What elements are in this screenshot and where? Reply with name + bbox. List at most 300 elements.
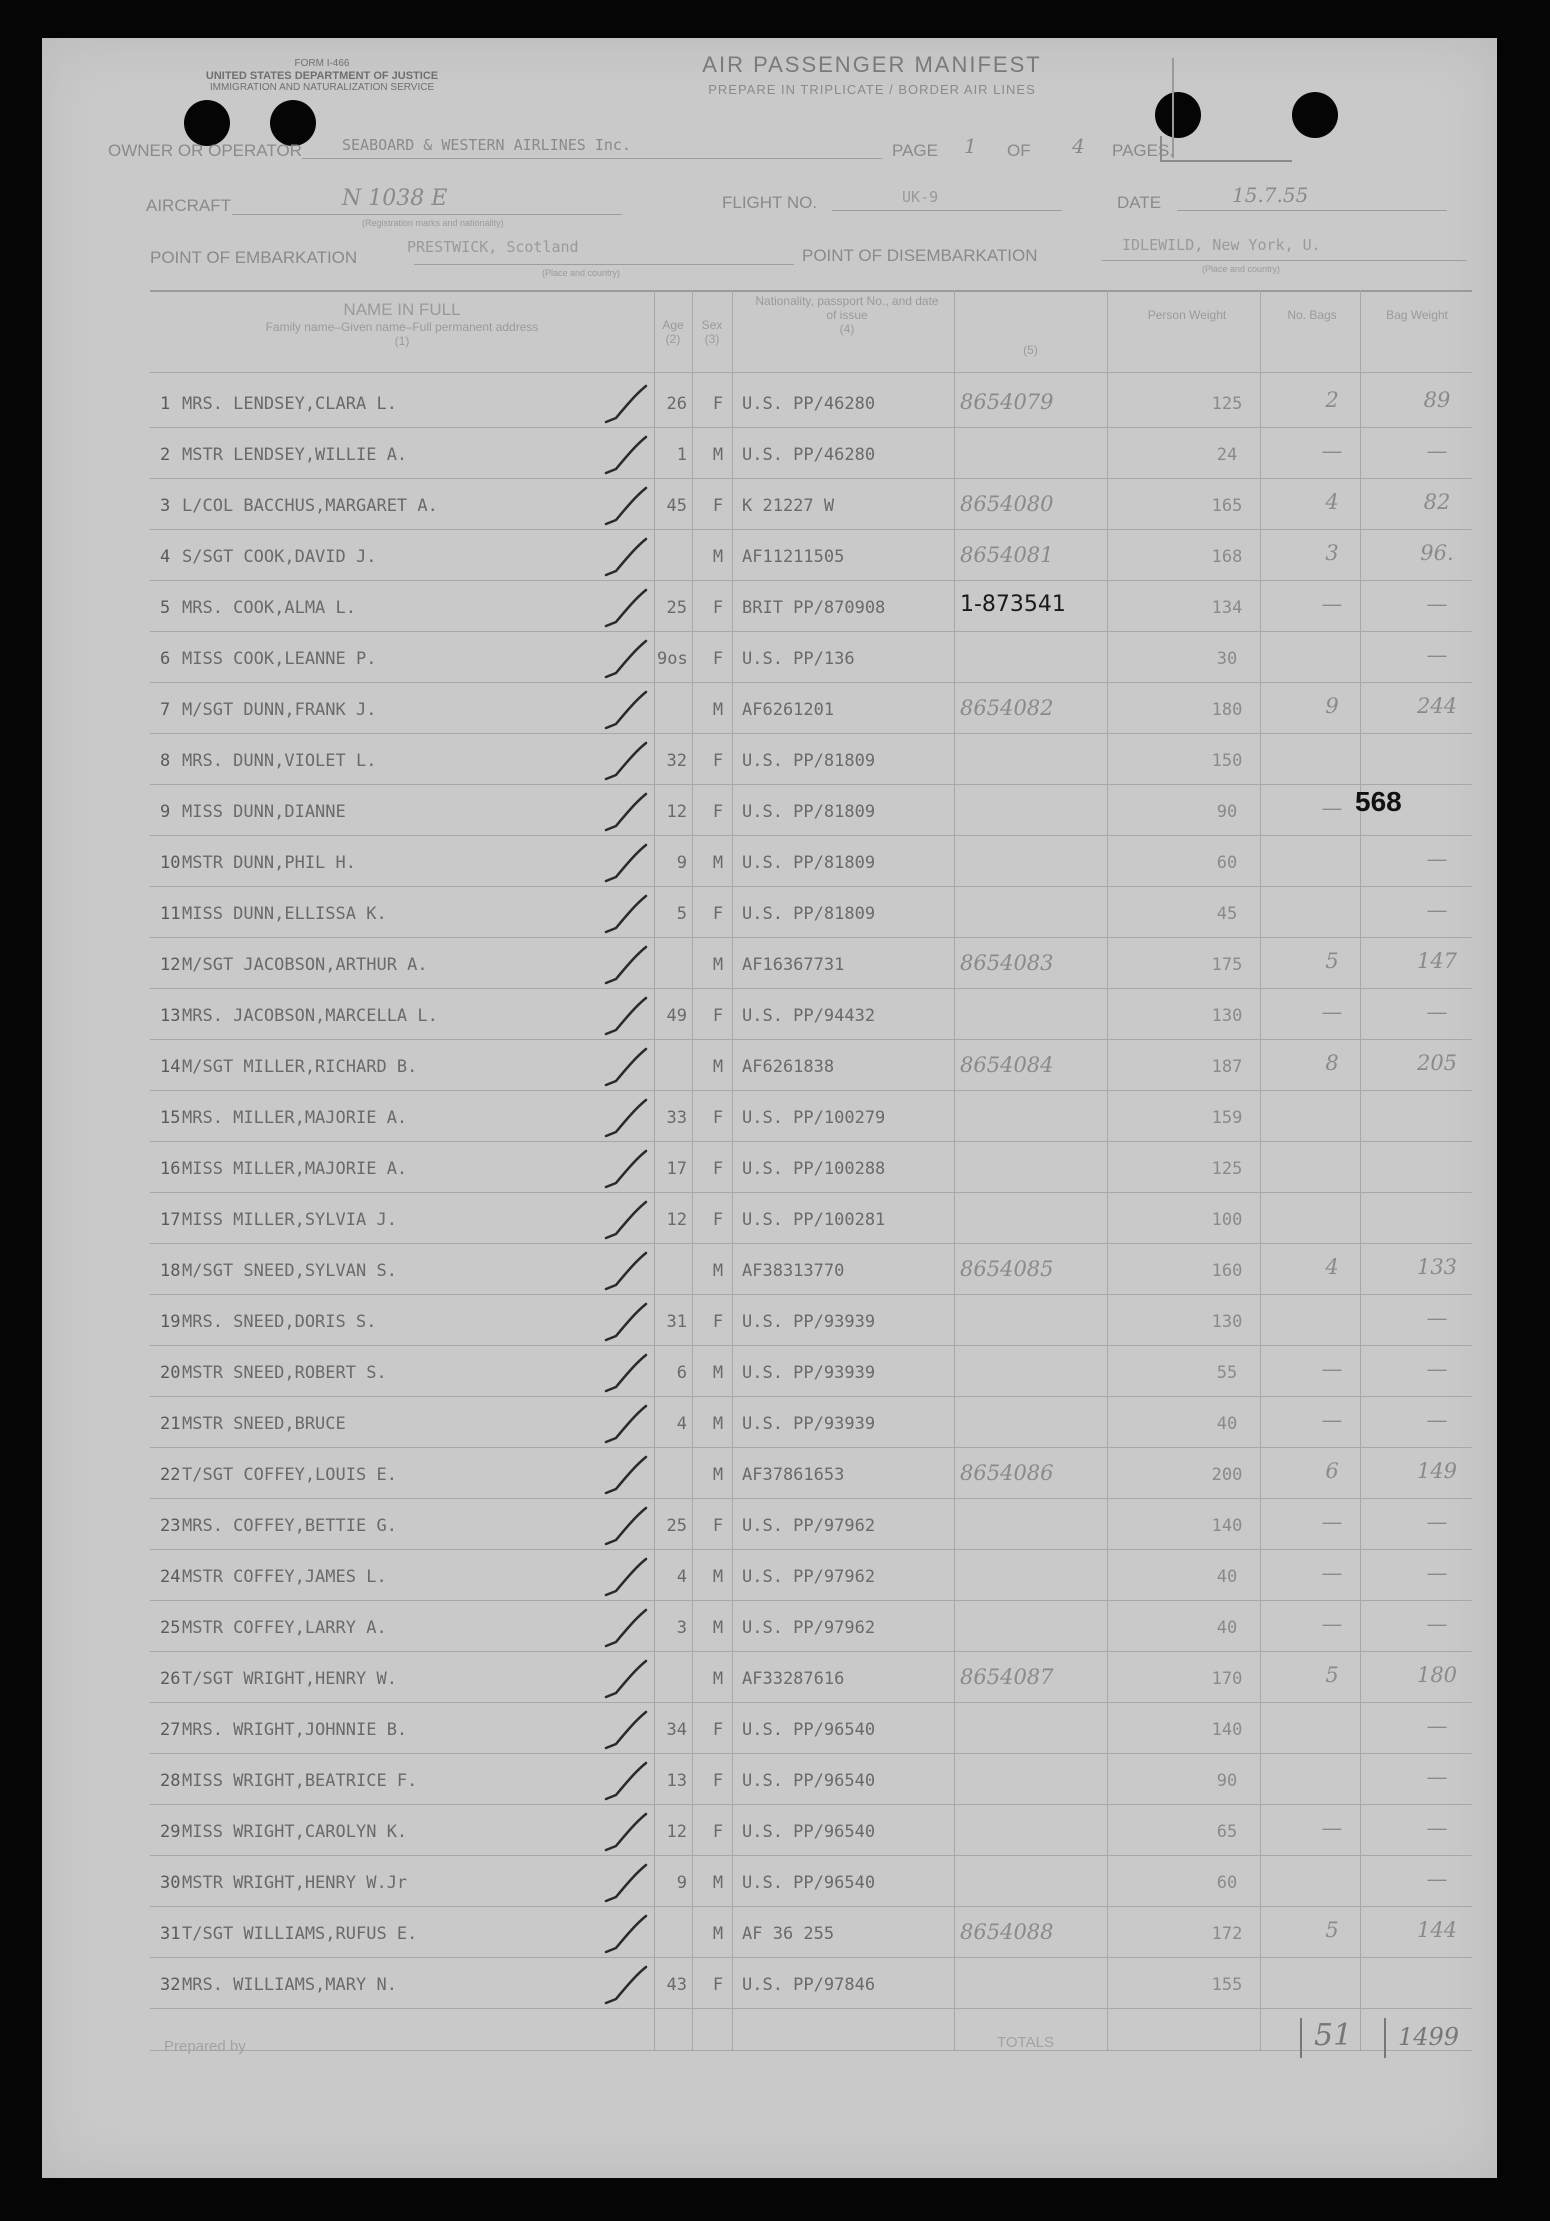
passenger-name: MISS MILLER,SYLVIA J. xyxy=(182,1210,397,1230)
person-weight: 40 xyxy=(1216,1414,1238,1434)
check-mark-icon xyxy=(602,1606,652,1650)
passenger-passport: U.S. PP/96540 xyxy=(742,1771,876,1791)
check-mark-icon xyxy=(602,1861,652,1905)
person-weight: 150 xyxy=(1211,751,1243,771)
check-mark-icon xyxy=(602,1963,652,2007)
col-header-sex: Sex (3) xyxy=(701,318,723,346)
aircraft-value: N 1038 E xyxy=(342,186,448,211)
bag-weight: — xyxy=(1426,1714,1448,1738)
department-name: UNITED STATES DEPARTMENT OF JUSTICE xyxy=(205,70,439,82)
check-mark-icon xyxy=(602,1351,652,1395)
bag-weight: 96. xyxy=(1420,541,1454,565)
passenger-passport: AF11211505 xyxy=(742,547,845,567)
passenger-age: 4 xyxy=(676,1414,687,1434)
person-weight: 140 xyxy=(1211,1516,1243,1536)
bag-weight: — xyxy=(1426,1612,1448,1636)
person-weight: 187 xyxy=(1211,1057,1243,1077)
row-underline xyxy=(150,1141,1472,1142)
passenger-age: 9os xyxy=(657,649,688,669)
person-weight: 65 xyxy=(1216,1822,1238,1842)
passenger-age: 34 xyxy=(666,1720,687,1740)
passenger-passport: U.S. PP/97962 xyxy=(742,1567,876,1587)
passenger-name: M/SGT JACOBSON,ARTHUR A. xyxy=(182,955,428,975)
person-weight: 130 xyxy=(1211,1006,1243,1026)
bag-count: — xyxy=(1321,439,1343,463)
bag-weight: — xyxy=(1426,1000,1448,1024)
check-mark-icon xyxy=(602,1657,652,1701)
bag-count: — xyxy=(1321,592,1343,616)
row-underline xyxy=(150,631,1472,632)
check-mark-icon xyxy=(602,382,652,426)
passenger-sex: M xyxy=(712,1057,724,1077)
bag-count: 6 xyxy=(1325,1459,1339,1483)
ticket-number: 8654084 xyxy=(960,1053,1054,1077)
ticket-number: 8654087 xyxy=(960,1665,1054,1689)
disembark-label: POINT OF DISEMBARKATION xyxy=(802,246,1038,265)
check-mark-icon xyxy=(602,433,652,477)
row-underline xyxy=(150,2008,1472,2009)
bag-weight: 205 xyxy=(1416,1051,1458,1075)
passenger-age: 9 xyxy=(676,1873,687,1893)
person-weight: 125 xyxy=(1211,394,1243,414)
passenger-passport: U.S. PP/100279 xyxy=(742,1108,886,1128)
passenger-passport: U.S. PP/81809 xyxy=(742,751,876,771)
punch-hole xyxy=(1155,92,1201,138)
row-number: 5 xyxy=(160,598,171,618)
passenger-name: M/SGT DUNN,FRANK J. xyxy=(182,700,377,720)
person-weight: 60 xyxy=(1216,1873,1238,1893)
col-header-bag-weight: Bag Weight xyxy=(1386,308,1448,322)
table-row xyxy=(42,1908,1497,1958)
bag-weight: 147 xyxy=(1416,949,1458,973)
passenger-sex: F xyxy=(712,649,724,669)
bag-weight: — xyxy=(1426,1510,1448,1534)
row-number: 25 xyxy=(160,1618,181,1638)
form-title: AIR PASSENGER MANIFEST xyxy=(702,52,1042,77)
page-box xyxy=(1160,136,1292,162)
row-number: 2 xyxy=(160,445,171,465)
row-number: 11 xyxy=(160,904,181,924)
passenger-age: 25 xyxy=(666,598,687,618)
person-weight: 165 xyxy=(1211,496,1243,516)
row-underline xyxy=(150,1651,1472,1652)
row-underline xyxy=(150,1804,1472,1805)
passenger-passport: AF33287616 xyxy=(742,1669,845,1689)
embark-value: PRESTWICK, Scotland xyxy=(407,238,579,256)
person-weight: 160 xyxy=(1211,1261,1243,1281)
person-weight: 175 xyxy=(1211,955,1243,975)
table-row xyxy=(42,990,1497,1040)
row-underline xyxy=(150,529,1472,530)
row-number: 24 xyxy=(160,1567,181,1587)
row-underline xyxy=(150,733,1472,734)
passenger-passport: U.S. PP/81809 xyxy=(742,904,876,924)
of-label: OF xyxy=(1007,141,1031,160)
bag-count: 9 xyxy=(1325,694,1339,718)
table-row xyxy=(42,1194,1497,1244)
row-number: 18 xyxy=(160,1261,181,1281)
disembark-sub: (Place and country) xyxy=(1202,264,1281,274)
passenger-name: MSTR DUNN,PHIL H. xyxy=(182,853,356,873)
row-underline xyxy=(150,937,1472,938)
person-weight: 125 xyxy=(1211,1159,1243,1179)
passenger-passport: AF16367731 xyxy=(742,955,845,975)
row-underline xyxy=(150,1906,1472,1907)
bag-count: 2 xyxy=(1325,388,1339,412)
bag-weight: — xyxy=(1426,1357,1448,1381)
passenger-name: MISS WRIGHT,BEATRICE F. xyxy=(182,1771,418,1791)
person-weight: 200 xyxy=(1211,1465,1243,1485)
passenger-name: MRS. COFFEY,BETTIE G. xyxy=(182,1516,397,1536)
passenger-passport: U.S. PP/96540 xyxy=(742,1873,876,1893)
passenger-sex: F xyxy=(712,1006,724,1026)
page-value: 1 xyxy=(964,134,977,158)
passenger-name: MISS MILLER,MAJORIE A. xyxy=(182,1159,408,1179)
person-weight: 30 xyxy=(1216,649,1238,669)
passenger-passport: AF 36 255 xyxy=(742,1924,835,1944)
disembark-underline xyxy=(1102,260,1467,261)
passenger-passport: U.S. PP/94432 xyxy=(742,1006,876,1026)
passenger-sex: F xyxy=(712,598,724,618)
passenger-age: 32 xyxy=(666,751,687,771)
person-weight: 170 xyxy=(1211,1669,1243,1689)
row-number: 13 xyxy=(160,1006,181,1026)
ticket-number: 8654082 xyxy=(960,696,1054,720)
passenger-name: M/SGT SNEED,SYLVAN S. xyxy=(182,1261,397,1281)
flight-label: FLIGHT NO. xyxy=(722,193,818,212)
person-weight: 159 xyxy=(1211,1108,1243,1128)
row-number: 32 xyxy=(160,1975,181,1995)
check-mark-icon xyxy=(602,1147,652,1191)
table-row xyxy=(42,1959,1497,2009)
header-bottom-border xyxy=(150,372,1472,373)
passenger-passport: U.S. PP/93939 xyxy=(742,1312,876,1332)
punch-hole xyxy=(1292,92,1338,138)
col-header-nationality: Nationality, passport No., and date of issue (4) xyxy=(755,294,939,336)
check-mark-icon xyxy=(602,484,652,528)
row-number: 1 xyxy=(160,394,171,414)
passenger-passport: BRIT PP/870908 xyxy=(742,598,886,618)
person-weight: 180 xyxy=(1211,700,1243,720)
table-row xyxy=(42,378,1497,428)
ticket-number: 8654079 xyxy=(960,390,1054,414)
passenger-name: MSTR WRIGHT,HENRY W.Jr xyxy=(182,1873,408,1893)
passenger-sex: M xyxy=(712,1465,724,1485)
check-mark-icon xyxy=(602,1708,652,1752)
table-row xyxy=(42,1857,1497,1907)
table-row xyxy=(42,1092,1497,1142)
passenger-passport: U.S. PP/97962 xyxy=(742,1618,876,1638)
row-number: 6 xyxy=(160,649,171,669)
table-row xyxy=(42,735,1497,785)
table-row xyxy=(42,1755,1497,1805)
row-number: 4 xyxy=(160,547,171,567)
aircraft-underline xyxy=(232,214,622,215)
check-mark-icon xyxy=(602,1198,652,1242)
table-top-border xyxy=(150,290,1472,292)
table-row xyxy=(42,1806,1497,1856)
passenger-sex: M xyxy=(712,1924,724,1944)
passenger-sex: F xyxy=(712,1771,724,1791)
passenger-name: S/SGT COOK,DAVID J. xyxy=(182,547,377,567)
person-weight: 55 xyxy=(1216,1363,1238,1383)
passenger-sex: F xyxy=(712,1159,724,1179)
person-weight: 60 xyxy=(1216,853,1238,873)
passenger-passport: U.S. PP/93939 xyxy=(742,1363,876,1383)
table-row xyxy=(42,480,1497,530)
row-underline xyxy=(150,988,1472,989)
passenger-sex: M xyxy=(712,1414,724,1434)
row-underline xyxy=(150,1447,1472,1448)
bag-count: — xyxy=(1321,1561,1343,1585)
passenger-name: MSTR COFFEY,LARRY A. xyxy=(182,1618,387,1638)
row-underline xyxy=(150,1090,1472,1091)
passenger-passport: U.S. PP/46280 xyxy=(742,445,876,465)
row-underline xyxy=(150,886,1472,887)
table-row xyxy=(42,1296,1497,1346)
owner-value: SEABOARD & WESTERN AIRLINES Inc. xyxy=(342,136,631,154)
table-row xyxy=(42,1551,1497,1601)
passenger-sex: F xyxy=(712,1822,724,1842)
passenger-age: 5 xyxy=(676,904,687,924)
row-number: 7 xyxy=(160,700,171,720)
row-underline xyxy=(150,1345,1472,1346)
row-underline xyxy=(150,1957,1472,1958)
passenger-passport: U.S. PP/81809 xyxy=(742,802,876,822)
person-weight: 140 xyxy=(1211,1720,1243,1740)
passenger-name: MRS. DUNN,VIOLET L. xyxy=(182,751,377,771)
passenger-name: MISS DUNN,ELLISSA K. xyxy=(182,904,387,924)
check-mark-icon xyxy=(602,535,652,579)
row-number: 19 xyxy=(160,1312,181,1332)
row-number: 23 xyxy=(160,1516,181,1536)
of-value: 4 xyxy=(1072,134,1085,158)
check-mark-icon xyxy=(602,1300,652,1344)
passenger-sex: F xyxy=(712,1975,724,1995)
table-row xyxy=(42,1041,1497,1091)
row-underline xyxy=(150,1396,1472,1397)
col-header-age: Age (2) xyxy=(662,318,684,346)
date-value: 15.7.55 xyxy=(1232,183,1309,207)
bag-weight: 244 xyxy=(1416,694,1458,718)
check-mark-icon xyxy=(602,1810,652,1854)
row-underline xyxy=(150,1549,1472,1550)
check-mark-icon xyxy=(602,739,652,783)
check-mark-icon xyxy=(602,790,652,834)
passenger-passport: AF6261838 xyxy=(742,1057,835,1077)
passenger-name: MRS. WRIGHT,JOHNNIE B. xyxy=(182,1720,408,1740)
person-weight: 40 xyxy=(1216,1618,1238,1638)
totals-bar xyxy=(1300,2018,1302,2058)
embark-label: POINT OF EMBARKATION xyxy=(150,248,358,267)
check-mark-icon xyxy=(602,1555,652,1599)
passenger-name: MSTR LENDSEY,WILLIE A. xyxy=(182,445,408,465)
bag-weight: — xyxy=(1426,1306,1448,1330)
row-underline xyxy=(150,1294,1472,1295)
check-mark-icon xyxy=(602,892,652,936)
row-number: 14 xyxy=(160,1057,181,1077)
passenger-passport: U.S. PP/100281 xyxy=(742,1210,886,1230)
title-block xyxy=(662,52,1082,97)
bag-count: 5 xyxy=(1325,1663,1339,1687)
passenger-name: MISS WRIGHT,CAROLYN K. xyxy=(182,1822,408,1842)
passenger-sex: F xyxy=(712,904,724,924)
bag-weight: — xyxy=(1426,439,1448,463)
row-number: 31 xyxy=(160,1924,181,1944)
passenger-passport: U.S. PP/100288 xyxy=(742,1159,886,1179)
table-row xyxy=(42,1398,1497,1448)
passenger-age: 49 xyxy=(666,1006,687,1026)
person-weight: 172 xyxy=(1211,1924,1243,1944)
check-mark-icon xyxy=(602,1249,652,1293)
check-mark-icon xyxy=(602,943,652,987)
person-weight: 45 xyxy=(1216,904,1238,924)
passenger-sex: F xyxy=(712,394,724,414)
total-bags: 51 xyxy=(1314,2018,1353,2053)
bag-weight: — xyxy=(1426,1867,1448,1891)
row-underline xyxy=(150,1600,1472,1601)
passenger-sex: M xyxy=(712,700,724,720)
passenger-age: 17 xyxy=(666,1159,687,1179)
table-row xyxy=(42,1347,1497,1397)
passenger-name: MRS. MILLER,MAJORIE A. xyxy=(182,1108,408,1128)
flight-underline xyxy=(832,210,1062,211)
table-row xyxy=(42,1653,1497,1703)
passenger-sex: M xyxy=(712,1669,724,1689)
row-number: 22 xyxy=(160,1465,181,1485)
passenger-name: MSTR COFFEY,JAMES L. xyxy=(182,1567,387,1587)
passenger-name: MSTR SNEED,ROBERT S. xyxy=(182,1363,387,1383)
check-mark-icon xyxy=(602,1402,652,1446)
passenger-age: 4 xyxy=(676,1567,687,1587)
col-header-5: (5) xyxy=(1023,343,1038,357)
bag-count: — xyxy=(1321,1000,1343,1024)
passenger-age: 43 xyxy=(666,1975,687,1995)
check-mark-icon xyxy=(602,994,652,1038)
bag-weight: 149 xyxy=(1416,1459,1458,1483)
check-mark-icon xyxy=(602,586,652,630)
passenger-name: T/SGT COFFEY,LOUIS E. xyxy=(182,1465,397,1485)
table-row xyxy=(42,837,1497,887)
bag-count: 4 xyxy=(1325,490,1339,514)
passenger-sex: F xyxy=(712,1720,724,1740)
ticket-number: 8654085 xyxy=(960,1257,1054,1281)
bag-count: — xyxy=(1321,1408,1343,1432)
total-bag-weight: 1499 xyxy=(1398,2023,1460,2051)
table-row xyxy=(42,1500,1497,1550)
date-underline xyxy=(1177,210,1447,211)
bag-weight: — xyxy=(1426,1561,1448,1585)
check-mark-icon xyxy=(602,1096,652,1140)
passenger-sex: F xyxy=(712,1516,724,1536)
row-underline xyxy=(150,784,1472,785)
passenger-age: 12 xyxy=(666,1210,687,1230)
row-underline xyxy=(150,1039,1472,1040)
col-header-person-weight: Person Weight xyxy=(1147,308,1227,322)
passenger-age: 6 xyxy=(676,1363,687,1383)
person-weight: 100 xyxy=(1211,1210,1243,1230)
person-weight: 168 xyxy=(1211,547,1243,567)
row-number: 21 xyxy=(160,1414,181,1434)
table-row xyxy=(42,633,1497,683)
passenger-sex: F xyxy=(712,751,724,771)
passenger-sex: M xyxy=(712,1618,724,1638)
passenger-age: 33 xyxy=(666,1108,687,1128)
check-mark-icon xyxy=(602,841,652,885)
passenger-sex: F xyxy=(712,802,724,822)
row-underline xyxy=(150,478,1472,479)
table-row xyxy=(42,582,1497,632)
person-weight: 155 xyxy=(1211,1975,1243,1995)
table-row xyxy=(42,1245,1497,1295)
page-label: PAGE xyxy=(892,141,938,160)
bag-weight: — xyxy=(1426,1816,1448,1840)
passenger-sex: M xyxy=(712,1567,724,1587)
table-bottom-border xyxy=(150,2050,1472,2051)
table-row xyxy=(42,888,1497,938)
table-row xyxy=(42,939,1497,989)
row-number: 8 xyxy=(160,751,171,771)
passenger-name: MISS DUNN,DIANNE xyxy=(182,802,346,822)
passenger-name: T/SGT WILLIAMS,RUFUS E. xyxy=(182,1924,418,1944)
passenger-age: 25 xyxy=(666,1516,687,1536)
row-number: 30 xyxy=(160,1873,181,1893)
service-name: IMMIGRATION AND NATURALIZATION SERVICE xyxy=(209,82,435,93)
aircraft-sub: (Registration marks and nationality) xyxy=(362,218,504,228)
row-underline xyxy=(150,1855,1472,1856)
bag-weight: 82 xyxy=(1423,490,1451,514)
ticket-number: 1-873541 xyxy=(960,592,1066,617)
table-row xyxy=(42,531,1497,581)
bag-count: 3 xyxy=(1325,541,1339,565)
row-number: 17 xyxy=(160,1210,181,1230)
ticket-number: 8654088 xyxy=(960,1920,1054,1944)
passenger-sex: M xyxy=(712,547,724,567)
passenger-passport: U.S. PP/93939 xyxy=(742,1414,876,1434)
manifest-page xyxy=(42,38,1497,2178)
check-mark-icon xyxy=(602,1912,652,1956)
person-weight: 90 xyxy=(1216,1771,1238,1791)
passenger-sex: M xyxy=(712,1873,724,1893)
passenger-sex: M xyxy=(712,1363,724,1383)
bag-weight: 133 xyxy=(1416,1255,1458,1279)
table-row xyxy=(42,786,1497,836)
passenger-age: 3 xyxy=(676,1618,687,1638)
check-mark-icon xyxy=(602,637,652,681)
ticket-number: 8654080 xyxy=(960,492,1054,516)
passenger-passport: U.S. PP/46280 xyxy=(742,394,876,414)
passenger-passport: K 21227 W xyxy=(742,496,835,516)
owner-label: OWNER OR OPERATOR xyxy=(108,141,302,160)
passenger-passport: AF37861653 xyxy=(742,1465,845,1485)
passenger-age: 12 xyxy=(666,802,687,822)
passenger-age: 45 xyxy=(666,496,687,516)
passenger-sex: M xyxy=(712,853,724,873)
person-weight: 134 xyxy=(1211,598,1243,618)
row-underline xyxy=(150,427,1472,428)
person-weight: 40 xyxy=(1216,1567,1238,1587)
table-row xyxy=(42,429,1497,479)
check-mark-icon xyxy=(602,1504,652,1548)
embark-underline xyxy=(414,264,794,265)
passenger-passport: U.S. PP/97962 xyxy=(742,1516,876,1536)
row-number: 16 xyxy=(160,1159,181,1179)
passenger-passport: U.S. PP/97846 xyxy=(742,1975,876,1995)
row-number: 10 xyxy=(160,853,181,873)
bag-weight: — xyxy=(1426,1765,1448,1789)
passenger-passport: U.S. PP/96540 xyxy=(742,1822,876,1842)
check-mark-icon xyxy=(602,1453,652,1497)
